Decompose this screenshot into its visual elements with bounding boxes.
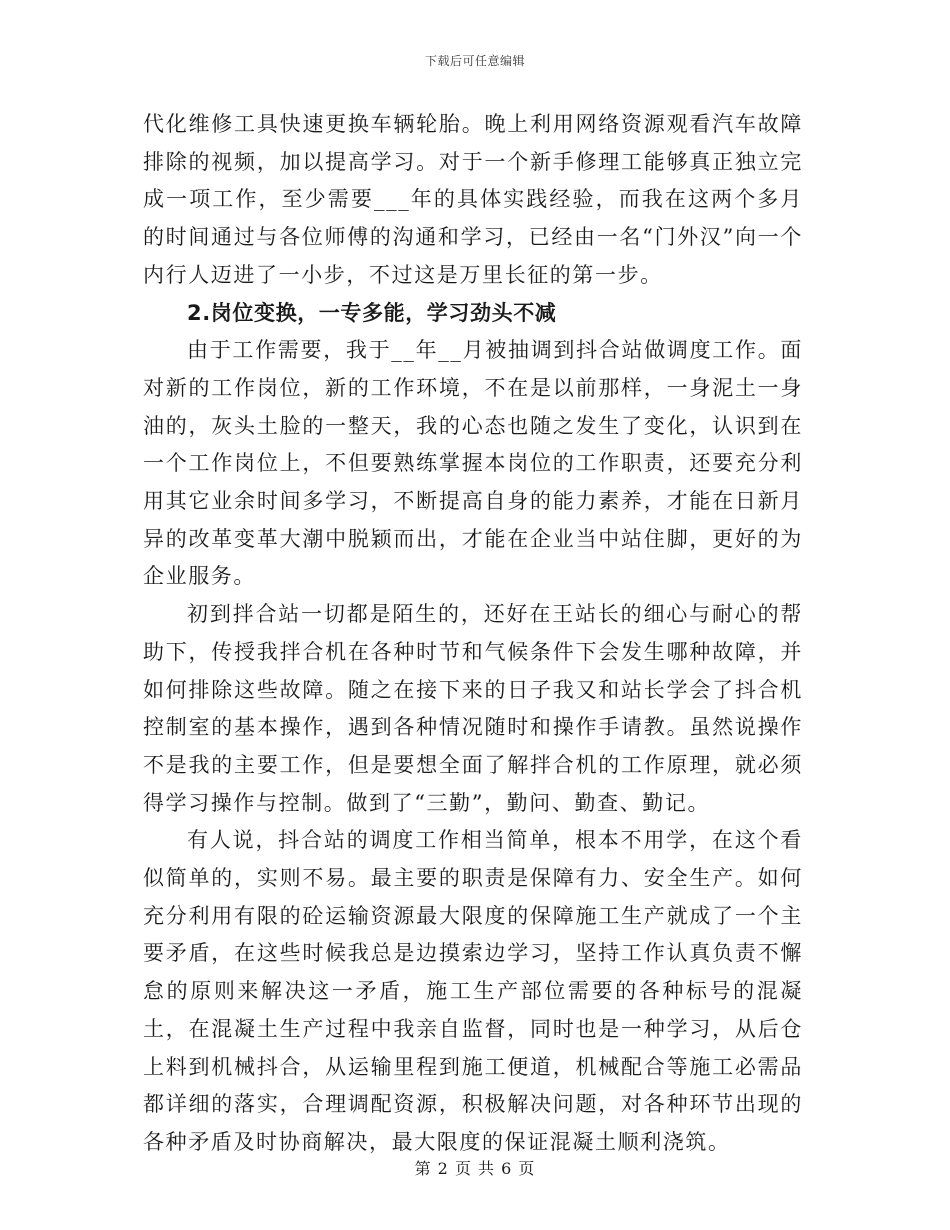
body-paragraph-2: 由于工作需要，我于__年__月被抽调到抖合站做调度工作。面对新的工作岗位，新的工作环境，不在是以前那样，一身泥土一身油的，灰头土脸的一整天，我的心态也随之发生了变化，认识到在一个工作岗位上，不但要熟练掌握本岗位的工作职责，还要充分利用其它业余时间多学习，不断提高自身的能力素养，才能在日新月异的改革变革大潮中脱颖而出，才能在企业当中站住脚，更好的为企业服务。 (143, 338, 803, 589)
page-body (143, 106, 803, 1162)
body-paragraph-1: 代化维修工具快速更换车辆轮胎。晚上利用网络资源观看汽车故障排除的视频，加以提高学习。对于一个新手修理工能够真正独立完成一项工作，至少需要___年的具体实践经验，而我在这两个多月的时间通过与各位师傅的沟通和学习，已经由一名“门外汉”向一个内行人迈进了一小步，不过这是万里长征的第一步。 (143, 112, 803, 287)
body-paragraph-4: 有人说，抖合站的调度工作相当简单，根本不用学，在这个看似简单的，实则不易。最主要的职责是保障有力、安全生产。如何充分利用有限的砼运输资源最大限度的保障施工生产就成了一个主要矛盾，在这些时候我总是边摸索边学习，坚持工作认真负责不懈怠的原则来解决这一矛盾，施工生产部位需要的各种标号的混凝土，在混凝土生产过程中我亲自监督，同时也是一种学习，从后仓上料到机械抖合，从运输里程到施工便道，机械配合等施工必需品都详细的落实，合理调配资源，积极解决问题，对各种环节出现的各种矛盾及时协商解决，最大限度的保证混凝土顺利浇筑。 (143, 828, 803, 1154)
page-header: 下载后可任意编辑 (424, 54, 525, 68)
section-heading-2: 2.岗位变换，一专多能，学习劲头不减 (187, 300, 557, 325)
body-paragraph-3: 初到拌合站一切都是陌生的，还好在王站长的细心与耐心的帮助下，传授我拌合机在各种时节和气候条件下会发生哪种故障，并如何排除这些故障。随之在接下来的日子我又和站长学会了抖合机控制室的基本操作，遇到各种情况随时和操作手请教。虽然说操作不是我的主要工作，但是要想全面了解拌合机的工作原理，就必须得学习操作与控制。做到了“三勤”，勤问、勤查、勤记。 (143, 602, 803, 815)
page-number-footer: 第 2 页 共 6 页 (414, 1159, 536, 1178)
